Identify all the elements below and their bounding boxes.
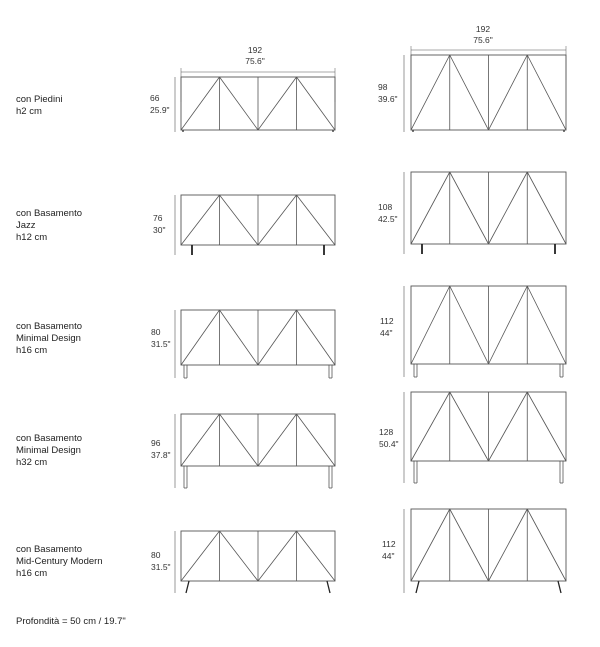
variant-label-line: h32 cm [16, 457, 48, 468]
door-diagonal [527, 392, 566, 461]
door-diagonal [181, 195, 220, 245]
large-height-label [378, 81, 398, 105]
door-diagonal [181, 310, 220, 365]
door-diagonal [527, 509, 566, 581]
height-cm: 66 [150, 93, 160, 103]
door-diagonal [489, 392, 528, 461]
height-in: 31.5" [151, 339, 171, 349]
door-diagonal [181, 531, 220, 581]
door-diagonal [411, 392, 450, 461]
variant-label-line: con Basamento [16, 208, 83, 219]
midcentury-leg [327, 581, 330, 593]
door-diagonal [527, 172, 566, 244]
height-cm: 80 [151, 327, 161, 337]
small-height-label [151, 326, 171, 350]
height-in: 25.9" [150, 105, 170, 115]
door-diagonal [450, 172, 489, 244]
small-width-cm: 192 [247, 45, 263, 55]
door-diagonal [220, 414, 259, 466]
door-diagonal [297, 195, 336, 245]
variant-label-minimal-tall [16, 433, 82, 469]
height-in: 50.4" [379, 439, 399, 449]
door-diagonal [411, 172, 450, 244]
variant-label-line: Jazz [16, 220, 36, 231]
door-diagonal [258, 414, 297, 466]
small-height-label [151, 437, 171, 461]
door-diagonal [297, 77, 336, 130]
height-in: 44" [380, 328, 393, 338]
door-diagonal [181, 414, 220, 466]
door-diagonal [220, 77, 259, 130]
small-width-in: 75.6" [245, 56, 265, 66]
door-diagonal [450, 392, 489, 461]
variant-label-line: h16 cm [16, 568, 48, 579]
large-width-in: 75.6" [473, 35, 493, 45]
variant-label-line: h12 cm [16, 232, 48, 243]
variant-label-line: con Basamento [16, 544, 83, 555]
door-diagonal [411, 509, 450, 581]
height-in: 44" [382, 551, 395, 561]
large-height-label [379, 426, 399, 450]
variant-label-line: h16 cm [16, 345, 48, 356]
variant-label-line: con Piedini [16, 94, 63, 105]
door-diagonal [220, 310, 259, 365]
door-diagonal [220, 531, 259, 581]
height-in: 30" [153, 225, 166, 235]
door-diagonal [489, 172, 528, 244]
variant-label-piedini [16, 94, 62, 118]
height-in: 31.5" [151, 562, 171, 572]
large-width-cm: 192 [475, 24, 491, 34]
door-diagonal [411, 55, 450, 130]
height-cm: 112 [382, 539, 396, 549]
door-diagonal [450, 509, 489, 581]
variant-label-jazz [16, 208, 82, 244]
height-in: 42.5" [378, 214, 398, 224]
small-height-label [150, 92, 170, 116]
variant-label-line: Minimal Design [16, 445, 81, 456]
height-in: 39.6" [378, 94, 398, 104]
height-cm: 112 [380, 316, 394, 326]
height-cm: 108 [378, 202, 393, 212]
variant-label-line: con Basamento [16, 433, 83, 444]
large-height-label [380, 315, 394, 339]
height-cm: 76 [153, 213, 163, 223]
door-diagonal [489, 55, 528, 130]
door-diagonal [258, 310, 297, 365]
door-diagonal [181, 77, 220, 130]
small-width-label [225, 45, 285, 67]
height-cm: 80 [151, 550, 161, 560]
variant-label-line: Minimal Design [16, 333, 81, 344]
door-diagonal [489, 509, 528, 581]
height-cm: 128 [379, 427, 394, 437]
door-diagonal [297, 310, 336, 365]
variant-label-midcentury [16, 544, 103, 580]
variant-label-line: con Basamento [16, 321, 83, 332]
door-diagonal [527, 55, 566, 130]
large-height-label [382, 538, 396, 562]
large-width-label [453, 24, 513, 46]
door-diagonal [297, 414, 336, 466]
door-diagonal [258, 77, 297, 130]
midcentury-leg [186, 581, 189, 593]
midcentury-leg [558, 581, 561, 593]
door-diagonal [411, 286, 450, 364]
height-cm: 96 [151, 438, 161, 448]
height-in: 37.8" [151, 450, 171, 460]
door-diagonal [450, 286, 489, 364]
door-diagonal [489, 286, 528, 364]
midcentury-leg [416, 581, 419, 593]
variant-label-minimal [16, 321, 82, 357]
door-diagonal [220, 195, 259, 245]
door-diagonal [297, 531, 336, 581]
variant-label-line: h2 cm [16, 106, 42, 117]
door-diagonal [258, 531, 297, 581]
door-diagonal [258, 195, 297, 245]
variant-label-line: Mid-Century Modern [16, 556, 103, 567]
small-height-label [153, 212, 165, 236]
large-height-label [378, 201, 398, 225]
height-cm: 98 [378, 82, 388, 92]
small-height-label [151, 549, 171, 573]
depth-footnote: Profondità = 50 cm / 19.7" [16, 616, 126, 627]
door-diagonal [527, 286, 566, 364]
door-diagonal [450, 55, 489, 130]
